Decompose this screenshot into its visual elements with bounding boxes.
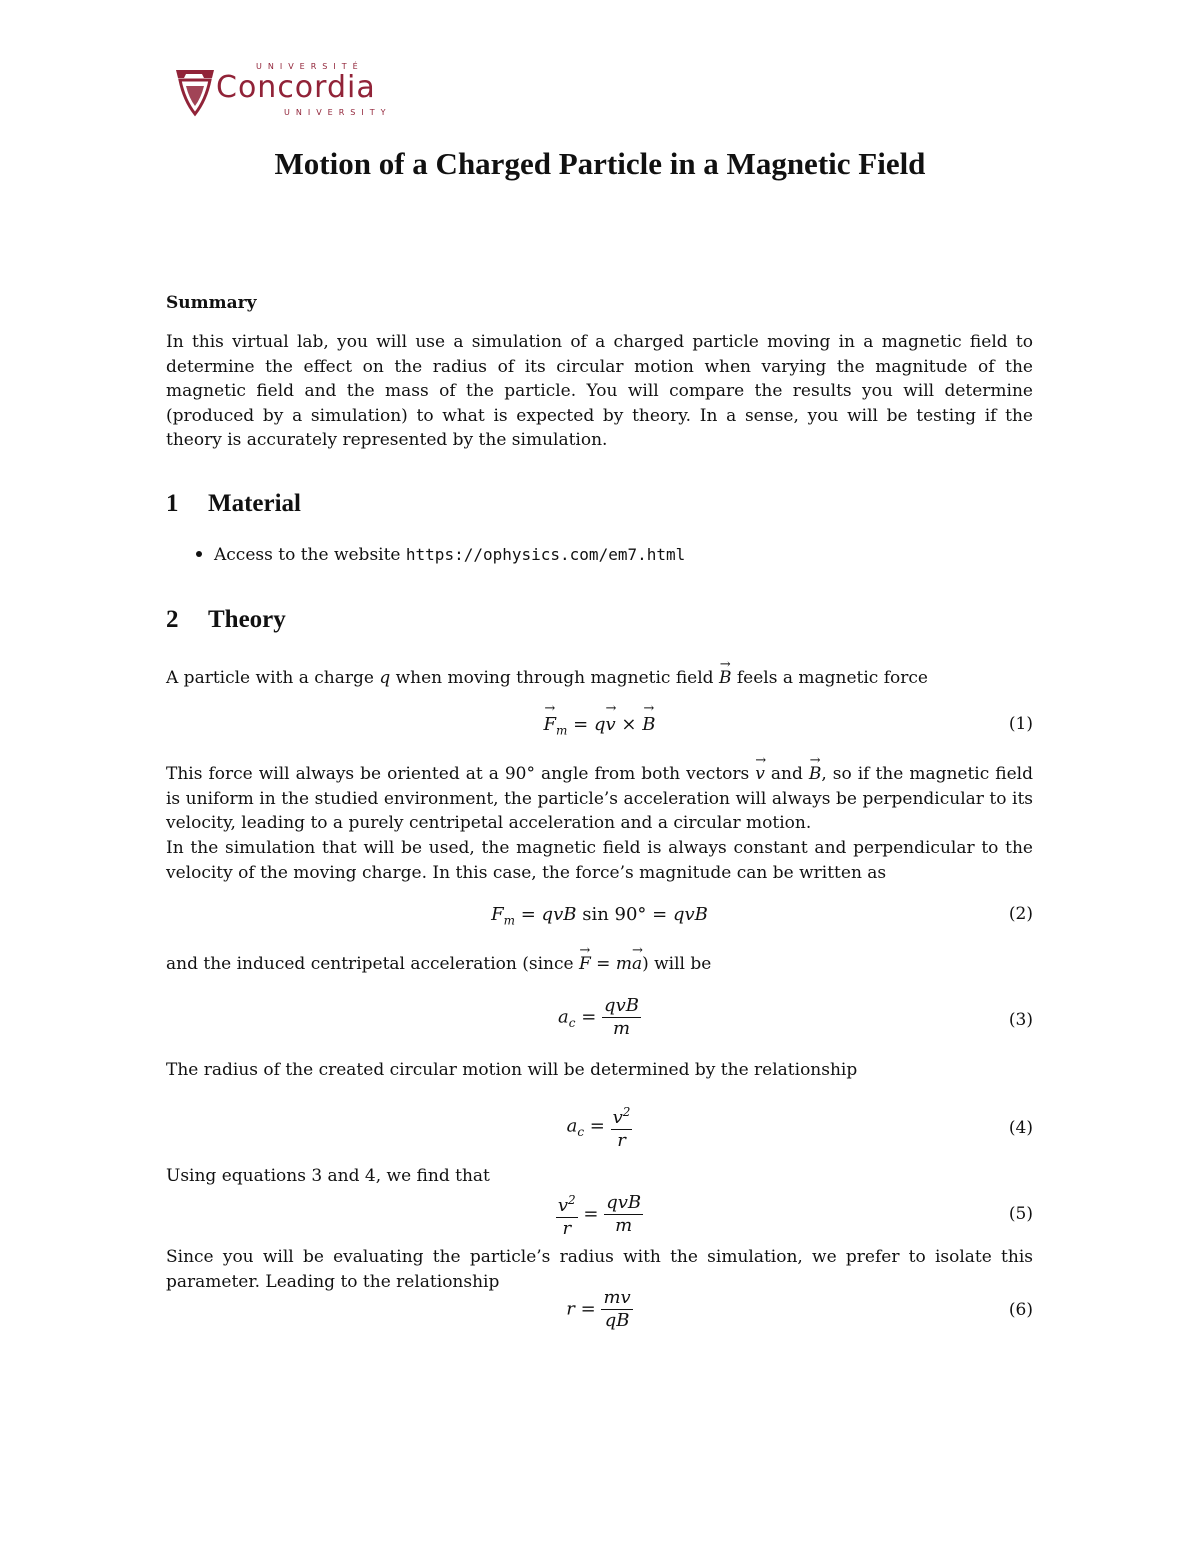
equation-1: → $F_m = q\to v$ × → B (1) (166, 714, 1033, 754)
bullet-icon (196, 551, 202, 557)
section-theory-heading (166, 606, 286, 634)
logo-bottom-text: UNIVERSITY (284, 108, 392, 117)
equation-number: (5) (1008, 1204, 1033, 1224)
theory-paragraph-2 (166, 762, 1033, 836)
logo-name: Concordia (216, 70, 376, 105)
theory-paragraph-7: Since you will be evaluating the particle’s radius with the simulation, we prefer to isolate this parameter. Leading to the relationship (166, 1247, 1033, 1292)
equation-number: (4) (1008, 1118, 1033, 1138)
text-span: and (764, 764, 809, 784)
summary-text: In this virtual lab, you will use a simulation of a charged particle moving in a magnetic field to determine the effect on the radius of its circular motion when varying the magnitude of the magnetic field and the mass of the particle. You will compare the results you will determine (produced by a simulation) to what is expected by theory. In a sense, you will be testing if the theory is accurately represented by the simulation. (166, 332, 1033, 451)
symbol-B-vector: → B (719, 666, 732, 691)
text-span: ) will be (642, 954, 712, 974)
section-material-heading (166, 490, 301, 518)
equation-5: $\frac{v^2}{r}$ = $\frac{\text{qvB}}{m}$ (5) (557, 1192, 1033, 1239)
page-title: Motion of a Charged Particle in a Magnetic Field (274, 146, 926, 181)
symbol-v-vector: → v (755, 762, 765, 787)
section-number: 2 (166, 606, 179, 633)
equation-3: $a_c$ = $\frac{\text{qvB}}{m}$ (3) (558, 995, 1033, 1039)
bullet-text: Access to the website (214, 545, 406, 565)
symbol-q: q (379, 668, 391, 688)
theory-paragraph-6: Using equations 3 and 4, we find that (166, 1166, 490, 1186)
text-span: and the induced centripetal acceleration (since (166, 954, 579, 974)
text-span: when moving through magnetic field (390, 668, 719, 688)
equation-2: $F_m$ = qvB sin 90° = qvB (2) (491, 904, 1033, 928)
section-title: Theory (208, 606, 286, 633)
website-link[interactable]: https://ophysics.com/em7.html (405, 545, 686, 564)
text-span: feels a magnetic force (731, 668, 928, 688)
theory-paragraph-3: In the simulation that will be used, the magnetic field is always constant and perpendicular to the velocity of the moving charge. In this case, the force’s magnitude can be written as (166, 838, 1033, 883)
equation-number: (2) (1008, 904, 1033, 924)
equation-number: (3) (1008, 1010, 1033, 1030)
symbol-F-vector: → F (579, 952, 591, 977)
list-item (196, 545, 685, 565)
section-number: 1 (166, 490, 179, 517)
equation-number: (1) (1008, 714, 1033, 734)
theory-paragraph-4 (166, 952, 1033, 977)
text-span: , so if the magnetic field is uniform in the studied environment, the particle’s acceleration will always be perpendicular to its velocity, leading to a purely centripetal acceleration and a circular motion. (166, 764, 1033, 834)
equation-6: r = $\frac{mv}{qB}$ (6) (566, 1287, 1033, 1331)
theory-paragraph-1 (166, 666, 1033, 691)
text-span: A particle with a charge (166, 668, 380, 688)
symbol-a-vector: → a (632, 952, 642, 977)
text-span: = m (590, 954, 632, 974)
equation-4: $a_c$ = $\frac{v^2}{r}$ (4) (166, 1102, 1033, 1142)
summary-heading: Summary (166, 293, 257, 313)
equation-number: (6) (1008, 1300, 1033, 1320)
symbol-B-vector: → B (809, 762, 822, 787)
section-title: Material (208, 490, 302, 517)
concordia-logo (174, 62, 392, 120)
theory-paragraph-5: The radius of the created circular motion will be determined by the relationship (166, 1060, 858, 1080)
logo-top-text: UNIVERSITÉ (256, 62, 364, 71)
text-span: This force will always be oriented at a 90° angle from both vectors (166, 764, 756, 784)
